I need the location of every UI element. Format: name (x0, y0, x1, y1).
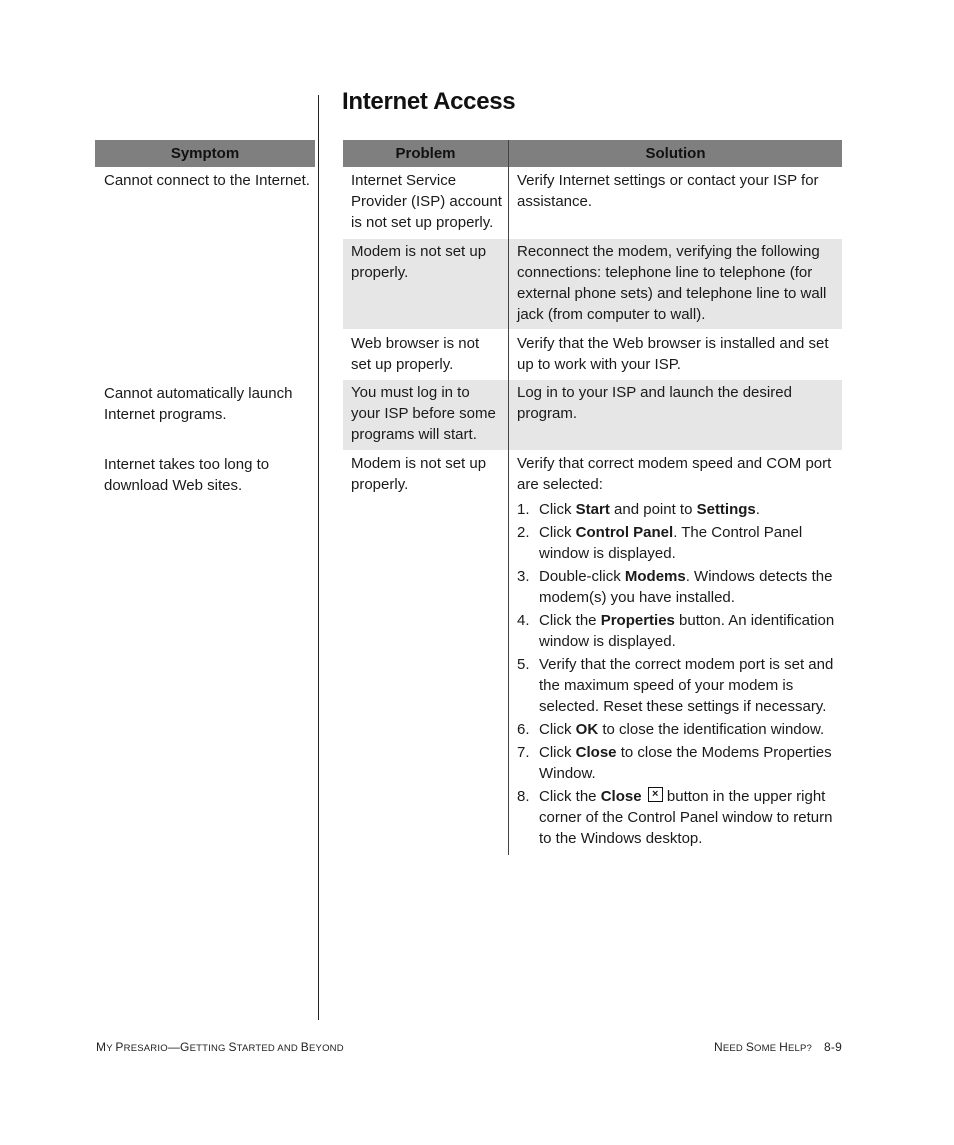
step-item (517, 654, 835, 717)
solution-cell: Verify Internet settings or contact your ISP for assistance. (517, 172, 819, 210)
step-bold: Control Panel (575, 524, 674, 541)
step-item (517, 522, 835, 564)
problem-cell: Modem is not set up properly. (351, 243, 487, 281)
step-text: Click the (539, 612, 601, 629)
step-number: 7. (517, 744, 530, 761)
step-bold: Settings (696, 501, 756, 518)
step-text: to close the Modems Properties Window. (539, 744, 832, 782)
problem-cell: You must log in to your ISP before some programs will start. (351, 384, 496, 443)
step-text: and point to (609, 501, 697, 518)
step-text: . (755, 501, 760, 518)
symptom-cell: Cannot connect to the Internet. (104, 172, 310, 189)
step-text: Click the (539, 788, 601, 805)
solution-cell: Verify that the Web browser is installed and set up to work with your ISP. (517, 335, 829, 373)
step-bold: Properties (600, 612, 675, 629)
solution-header: Solution (509, 140, 842, 167)
step-number: 8. (517, 788, 530, 805)
step-item (517, 566, 835, 608)
problem-cell: Web browser is not set up properly. (351, 335, 480, 373)
step-bold: Close (575, 744, 617, 761)
problem-cell: Internet Service Provider (ISP) account is not set up properly. (351, 172, 502, 231)
step-bold: Modems (624, 568, 686, 585)
step-text: Double-click (539, 568, 625, 585)
vertical-divider (318, 95, 319, 1020)
page-title: Internet Access (342, 88, 516, 115)
step-item (517, 719, 835, 740)
step-number: 6. (517, 721, 530, 738)
step-bold: Close (600, 788, 642, 805)
step-text: . The Control Panel window is displayed. (539, 524, 803, 562)
step-item (517, 610, 835, 652)
step-text: Click (539, 721, 576, 738)
problem-cell: Modem is not set up properly. (351, 455, 487, 493)
symptom-cell: Cannot automatically launch Internet programs. (104, 385, 293, 423)
solution-cell (517, 453, 835, 851)
step-text: Click (539, 501, 576, 518)
steps-list (517, 499, 835, 849)
step-item (517, 786, 835, 849)
step-number: 2. (517, 524, 530, 541)
footer-left: MY PRESARIO—GETTING STARTED AND BEYOND (96, 1040, 344, 1054)
step-bold: OK (575, 721, 599, 738)
solution-cell: Log in to your ISP and launch the desired program. (517, 384, 792, 422)
close-icon: × (648, 787, 663, 802)
step-number: 4. (517, 612, 530, 629)
solution-intro: Verify that correct modem speed and COM port are selected: (517, 455, 832, 493)
symptom-header: Symptom (95, 140, 315, 167)
solution-cell: Reconnect the modem, verifying the following connections: telephone line to telephone (for external phone sets) and telephone line to wall jack (from computer to wall). (517, 243, 827, 323)
step-text: Click (539, 524, 576, 541)
step-bold: Start (575, 501, 610, 518)
step-text: button in the upper right corner of the Control Panel window to return to the Windows desktop. (539, 788, 833, 847)
column-rule (508, 140, 509, 855)
step-text: to close the identification window. (598, 721, 825, 738)
step-text: button. An identification window is displayed. (539, 612, 835, 650)
step-text: Click (539, 744, 576, 761)
step-text: . Windows detects the modem(s) you have installed. (539, 568, 833, 606)
step-number: 5. (517, 656, 530, 673)
step-item (517, 742, 835, 784)
problem-header: Problem (343, 140, 508, 167)
footer-right: NEED SOME HELP? 8-9 (713, 1040, 842, 1054)
step-number: 3. (517, 568, 530, 585)
step-item (517, 499, 835, 520)
step-number: 1. (517, 501, 530, 518)
page-number: 8-9 (824, 1040, 842, 1054)
symptom-cell: Internet takes too long to download Web sites. (104, 456, 270, 494)
step-text: Verify that the correct modem port is set and the maximum speed of your modem is selected. Reset these settings if necessary. (539, 656, 834, 715)
